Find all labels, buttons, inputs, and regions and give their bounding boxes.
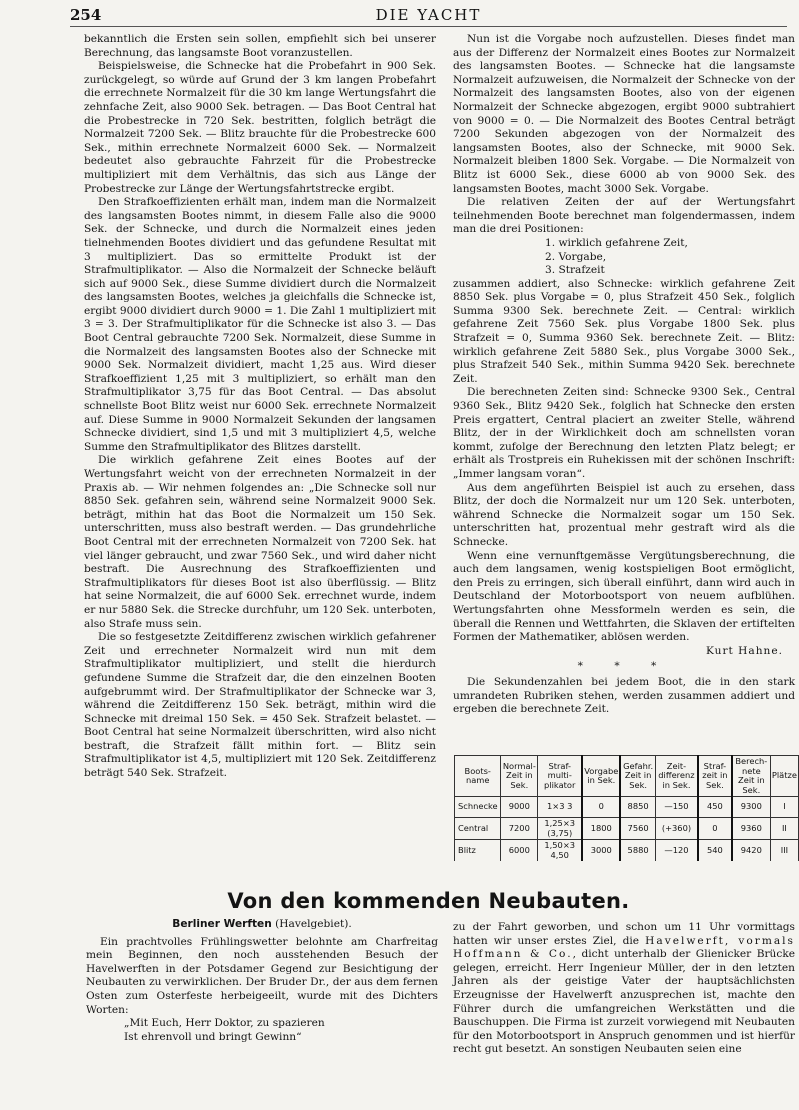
table-header-cell: Boots-name xyxy=(455,756,501,797)
table-cell: 1,25×3 (3,75) xyxy=(538,818,583,840)
list-item: 3. Strafzeit xyxy=(545,264,605,277)
results-table xyxy=(454,755,799,861)
paragraph: Die berechneten Zeiten sind: Schnecke 9300 Sek., Central 9360 Sek., Blitz 9420 Sek., folglich hat Schnecke den ersten Preis ergattert, Central placiert an zweiter Stelle, während Blitz, der in der Wirklichkeit doch am schnellsten voran kommt, zufolge der Berechnung den letzten Platz belegt; er erhält als Trostpreis ein Ruhekissen mit der schönen Inschrift: „Immer langsam voran“. xyxy=(453,386,795,480)
table-header-cell: Plätze xyxy=(770,756,798,797)
table-cell: 540 xyxy=(698,840,732,862)
paragraph: zusammen addiert, also Schnecke: wirklich gefahrene Zeit 8850 Sek. plus Vorgabe = 0, plus Strafzeit 450 Sek., folglich Summa 9300 Sek. berechnete Zeit. — Central: wirklich gefahrene Zeit 7560 Sek. plus Vorgabe 1800 Sek. plus Strafzeit = 0, Summa 9360 Sek. berechnete Zeit. — Blitz: wirklich gefahrene Zeit 5880 Sek., plus Vorgabe 3000 Sek., plus Strafzeit 540 Sek., mithin Summa 9420 Sek. berechnete Zeit. xyxy=(453,277,795,385)
paragraph: Die wirklich gefahrene Zeit eines Bootes auf der Wertungsfahrt weicht von der errechneten Normalzeit in der Praxis ab. — Wir nehmen folgendes an: „Die Schnecke soll nur 8850 Sek. gefahren sein, während seine Normalzeit 9000 Sek. beträgt, mithin hat das Boot die Normalzeit um 150 Sek. unterschritten, muss also bestraft werden. — Das grundehrliche Boot Central mit der errechneten Normalzeit von 7200 Sek. hat viel länger gebraucht, und zwar 7560 Sek., und wird daher nicht bestraft. Die Ausrechnung des Strafkoeffizienten und Strafmultiplikators für dieses Boot ist also überflüssig. — Blitz hat seine Normalzeit, die auf 6000 Sek. errechnet wurde, indem er nur 5880 Sek. die Strecke durchfuhr, um 120 Sek. unterboten, also Strafe muss sein. xyxy=(84,454,436,630)
quote-line: „Mit Euch, Herr Doktor, zu spazieren xyxy=(124,1017,325,1030)
paragraph: Die Sekundenzahlen bei jedem Boot, die in den stark umrandeten Rubriken stehen, werden zusammen addiert und ergeben die berechnete Zeit. xyxy=(453,675,795,716)
text-run-spaced: Havelwerft, vormals Hoffmann & Co. xyxy=(453,934,795,961)
sub-heading xyxy=(86,918,438,932)
table-cell: —150 xyxy=(655,797,698,818)
table-cell: 1×3 3 xyxy=(538,797,583,818)
table-row xyxy=(455,840,799,862)
table-cell: (+360) xyxy=(655,818,698,840)
separator-stars: * * * xyxy=(577,660,671,673)
table-header-cell: Straf-multi-plikator xyxy=(538,756,583,797)
right-column xyxy=(453,33,795,717)
results-table-wrap xyxy=(454,755,799,861)
table-cell: 6000 xyxy=(501,840,538,862)
table-cell: 0 xyxy=(582,797,620,818)
table-header-cell: Vorgabe in Sek. xyxy=(582,756,620,797)
table-cell: 9300 xyxy=(732,797,771,818)
table-cell: III xyxy=(770,840,798,862)
table-header-cell: Berech-nete Zeit in Sek. xyxy=(732,756,771,797)
table-cell: Schnecke xyxy=(455,797,501,818)
table-cell: Blitz xyxy=(455,840,501,862)
running-title: DIE YACHT xyxy=(375,6,482,24)
text-run: , dicht unterhalb der Glienicker Brücke gelegen, erreicht. Herr Ingenieur Müller, der in den letzten Jahren als der geistige Vater der hauptsächlichsten Erzeugnisse der Havelwerft anzusprechen ist, machte den Führer durch die umfangreichen Werkstätten und die Bauschuppen. Die Firma ist zurzeit vorwiegend mit Neubauten für den Motorbootsport in Anspruch genommen und ist hierfür recht gut besetzt. An sonstigen Neubauten seien eine xyxy=(453,948,796,1056)
table-cell: Central xyxy=(455,818,501,840)
positions-list xyxy=(545,237,795,278)
left-column-lower xyxy=(86,918,438,1044)
page-number: 254 xyxy=(70,6,102,24)
table-cell: 5880 xyxy=(620,840,655,862)
table-cell: 450 xyxy=(698,797,732,818)
list-item: 1. wirklich gefahrene Zeit, xyxy=(545,236,688,249)
table-cell: 7200 xyxy=(501,818,538,840)
table-row xyxy=(455,818,799,840)
paragraph: Aus dem angeführten Beispiel ist auch zu ersehen, dass Blitz, der doch die Normalzeit nur um 120 Sek. unterboten, während Schnecke die Normalzeit sogar um 150 Sek. unterschritten hat, prozentual mehr gestraft wird als die Schnecke. xyxy=(453,481,795,548)
paragraph: Die relativen Zeiten der auf der Wertungsfahrt teilnehmenden Boote berechnet man folgendermassen, indem man die drei Positionen: xyxy=(453,196,795,236)
paragraph: Wenn eine vernunftgemässe Vergütungsberechnung, die auch dem langsamen, wenig kostspieligen Boot ermöglicht, den Preis zu erringen, sich überall einführt, dann wird auch in Deutschland der Motorbootsport von neuem aufblühen. Wertungsfahrten ohne Messformeln werden es sein, die überall die Rennen und Wettfahrten, die Sklaven der ertiftelten Formen der Mathematiker, ablösen werden. xyxy=(453,549,795,644)
text-run: zu der Fahrt geworben, und schon um 11 Uhr vormittags hatten wir unser erstes Ziel, die xyxy=(453,921,795,947)
author-signature: Kurt Hahne. xyxy=(705,644,783,657)
left-column xyxy=(84,33,436,781)
table-cell: 9420 xyxy=(732,840,771,862)
table-header-cell: Straf-zeit in Sek. xyxy=(698,756,732,797)
table-header-row xyxy=(455,756,799,797)
quote-line: Ist ehrenvoll und bringt Gewinn“ xyxy=(124,1030,302,1043)
paragraph: Die so festgesetzte Zeitdifferenz zwischen wirklich gefahrener Zeit und errechneter Normalzeit wird nun mit dem Strafmultiplikator multipliziert, und stellt die hierdurch gefundene Summe die Strafzeit dar, die den einzelnen Booten aufgebrummt wird. Der Strafmultiplikator der Schnecke war 3, während die Zeitdifferenz 150 Sek. beträgt, mithin wird die Schnecke mit dreimal 150 Sek. = 450 Sek. Strafzeit belastet. — Boot Central hat seine Normalzeit überschritten, wird also nicht bestraft, die Strafzeit fällt mithin fort. — Blitz sein Strafmultiplikator ist 4,5, multipliziert mit 120 Sek. Zeitdifferenz beträgt 540 Sek. Strafzeit. xyxy=(84,631,436,780)
right-column-lower xyxy=(453,921,795,1057)
table-cell: I xyxy=(770,797,798,818)
header-rule xyxy=(70,26,787,27)
page-header xyxy=(70,4,787,26)
table-cell: 0 xyxy=(698,818,732,840)
table-cell: 1,50×3 4,50 xyxy=(538,840,583,862)
table-cell: 9000 xyxy=(501,797,538,818)
paragraph: bekanntlich die Ersten sein sollen, empfiehlt sich bei unserer Berechnung, das langsamste Boot voranzustellen. xyxy=(84,33,436,59)
table-cell: 1800 xyxy=(582,818,620,840)
sub-heading-bold: Berliner Werften xyxy=(172,918,272,930)
table-row xyxy=(455,797,799,818)
table-cell: 3000 xyxy=(582,840,620,862)
table-header-cell: Zeit-differenz in Sek. xyxy=(655,756,698,797)
table-cell: II xyxy=(770,818,798,840)
paragraph: Nun ist die Vorgabe noch aufzustellen. Dieses findet man aus der Differenz der Normalzeit eines Bootes zur Normalzeit des langsamsten Bootes. — Schnecke hat die langsamste Normalzeit aufzuweisen, die Normalzeit der Schnecke von der Normalzeit des langsamsten Bootes, also von der eigenen Normalzeit der Schnecke abgezogen, ergibt 9000 subtrahiert von 9000 = 0. — Die Normalzeit des Bootes Central beträgt 7200 Sekunden abgezogen von der Normalzeit des langsamsten Bootes, also der Schnecke, mit 9000 Sek. Normalzeit bleiben 1800 Sek. Vorgabe. — Die Normalzeit von Blitz ist 6000 Sek., diese 6000 ab von 9000 Sek. des langsamsten Bootes, macht 3000 Sek. Vorgabe. xyxy=(453,33,795,195)
paragraph xyxy=(453,921,795,1057)
section-title: Von den kommenden Neubauten. xyxy=(227,889,630,913)
table-cell: 8850 xyxy=(620,797,655,818)
paragraph: Ein prachtvolles Frühlingswetter belohnte am Charfreitag mein Beginnen, den noch ausstehenden Besuch der Havelwerften in der Potsdamer Gegend zur Besichtigung der Neubauten zu verwirklichen. Der Bruder Dr., der aus dem fernen Osten zum Osterfeste herbeigeeilt, wurde mit des Dichters Worten: xyxy=(86,935,438,1016)
sub-heading-rest: (Havelgebiet). xyxy=(271,918,352,930)
table-cell: 7560 xyxy=(620,818,655,840)
paragraph: Beispielsweise, die Schnecke hat die Probefahrt in 900 Sek. zurückgelegt, so würde auf Grund der 3 km langen Probefahrt die errechnete Normalzeit für die 30 km lange Wertungsfahrt die zehnfache Zeit, also 9000 Sek. betragen. — Das Boot Central hat die Probestrecke in 720 Sek. bestritten, folglich beträgt die Normalzeit 7200 Sek. — Blitz brauchte für die Probestrecke 600 Sek., mithin errechnete Normalzeit 6000 Sek. — Normalzeit bedeutet also gebrauchte Fahrzeit für die Probestrecke multipliziert mit dem Verhältnis, das sich aus Länge der Probestrecke zur Länge der Wertungsfahrtstrecke ergibt. xyxy=(84,60,436,195)
table-header-cell: Normal-Zeit in Sek. xyxy=(501,756,538,797)
table-cell: 9360 xyxy=(732,818,771,840)
list-item: 2. Vorgabe, xyxy=(545,250,607,263)
paragraph: Den Strafkoeffizienten erhält man, indem man die Normalzeit des langsamsten Bootes nimmt, in diesem Falle also die 9000 Sek. der Schnecke, und durch die Normalzeit eines jeden tielnehmenden Bootes dividiert und das gefundene Resultat mit 3 multipliziert. Das so ermittelte Produkt ist der Strafmultiplikator. — Also die Normalzeit der Schnecke beläuft sich auf 9000 Sek., diese Summe dividiert durch die Normalzeit des langsamsten Bootes, welches ja gleichfalls die Schnecke ist, ergibt 9000 dividiert durch 9000 = 1. Die Zahl 1 multipliziert mit 3 = 3. Der Strafmultiplikator für die Schnecke ist also 3. — Das Boot Central gebrauchte 7200 Sek. Normalzeit, diese Summe in die Normalzeit des langsamsten Bootes also der Schnecke mit 9000 Sek. Normalzeit dividiert, macht 1,25 aus. Wird dieser Strafkoeffizient 1,25 mit 3 multipliziert, so erhält man den Strafmultiplikator 3,75 für das Boot Central. — Das absolut schnellste Boot Blitz weist nur 6000 Sek. errechnete Normalzeit auf. Diese Summe in 9000 Normalzeit Sekunden der langsamen Schnecke dividiert, sind 1,5 und mit 3 multipliziert 4,5, welche Summe den Strafmultiplikator des Blitzes darstellt. xyxy=(84,196,436,453)
table-cell: —120 xyxy=(655,840,698,862)
table-header-cell: Gefahr. Zeit in Sek. xyxy=(620,756,655,797)
